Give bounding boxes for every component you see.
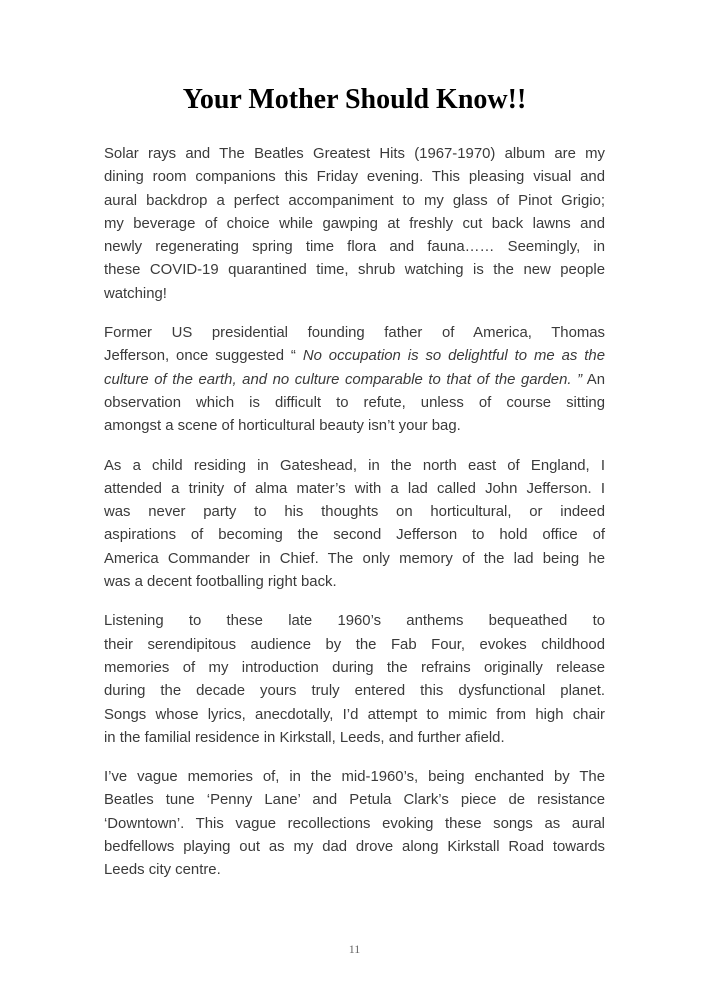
text-segment: Listening to these late 1960’s anthems bequeathed to: [104, 613, 605, 630]
text-segment: during the decade yours truly entered this dysfunctional planet.: [104, 683, 605, 700]
text-line: [104, 259, 605, 282]
text-line: [104, 859, 605, 882]
text-line: [104, 813, 605, 836]
text-segment: my beverage of choice while gawping at freshly cut back lawns and: [104, 215, 605, 232]
text-line: [104, 727, 605, 750]
text-segment: Beatles tune ‘Penny Lane’ and Petula Clark’s piece de resistance: [104, 792, 605, 809]
text-line: [104, 190, 605, 213]
paragraph: [104, 610, 605, 750]
text-segment: An: [582, 371, 605, 388]
text-segment: amongst a scene of horticultural beauty isn’t your bag.: [104, 418, 461, 435]
quote-text: culture of the earth, and no culture comparable to that of the garden. ”: [104, 371, 583, 388]
text-line: [104, 634, 605, 657]
text-segment: memories of my introduction during the refrains originally release: [104, 659, 605, 676]
text-segment: Songs whose lyrics, anecdotally, I’d attempt to mimic from high chair: [104, 706, 605, 723]
text-line: [104, 610, 605, 633]
text-segment: observation which is difficult to refute, unless of course sitting: [104, 394, 605, 411]
text-segment: was a decent footballing right back.: [104, 574, 337, 591]
paragraph: [104, 143, 605, 306]
text-segment: Leeds city centre.: [104, 862, 221, 879]
text-line: [104, 455, 605, 478]
text-segment: these COVID-19 quarantined time, shrub watching is the new people: [104, 262, 605, 279]
text-segment: aural backdrop a perfect accompaniment to my glass of Pinot Grigio;: [104, 192, 605, 209]
text-line: [104, 415, 605, 438]
text-line: [104, 392, 605, 415]
text-segment: in the familial residence in Kirkstall, Leeds, and further afield.: [104, 729, 505, 746]
quote-text: No occupation is so delightful to me as the: [302, 348, 605, 365]
text-line: [104, 524, 605, 547]
paragraph: [104, 766, 605, 882]
text-segment: America Commander in Chief. The only memory of the lad being he: [104, 550, 605, 567]
page-title: Your Mother Should Know!!: [182, 84, 527, 115]
text-line: [104, 369, 605, 392]
text-line: [104, 213, 605, 236]
text-line: [104, 704, 605, 727]
text-segment: watching!: [104, 285, 167, 302]
text-line: [104, 657, 605, 680]
text-segment: As a child residing in Gateshead, in the north east of England, I: [104, 457, 605, 474]
text-line: [104, 501, 605, 524]
text-line: [104, 322, 605, 345]
page-number: 11: [348, 942, 361, 956]
text-segment: was never party to his thoughts on horticultural, or indeed: [104, 504, 605, 521]
text-line: [104, 143, 605, 166]
text-line: [104, 836, 605, 859]
text-line: [104, 236, 605, 259]
text-line: [104, 571, 605, 594]
text-line: [104, 166, 605, 189]
text-segment: attended a trinity of alma mater’s with a lad called John Jefferson. I: [104, 480, 605, 497]
text-line: [104, 478, 605, 501]
text-segment: dining room companions this Friday evening. This pleasing visual and: [104, 169, 605, 186]
text-segment: Former US presidential founding father of America, Thomas: [104, 325, 605, 342]
text-line: [104, 680, 605, 703]
document-body: [104, 143, 605, 899]
text-line: [104, 345, 605, 368]
text-line: [104, 789, 605, 812]
text-segment: I’ve vague memories of, in the mid-1960’s, being enchanted by The: [104, 769, 605, 786]
text-line: [104, 766, 605, 789]
text-segment: Solar rays and The Beatles Greatest Hits (1967-1970) album are my: [104, 146, 605, 162]
text-segment: bedfellows playing out as my dad drove along Kirkstall Road towards: [104, 839, 605, 856]
paragraph: [104, 455, 605, 595]
text-segment: ‘Downtown’. This vague recollections evoking these songs as aural: [104, 815, 605, 832]
text-line: [104, 548, 605, 571]
text-segment: Jefferson, once suggested “: [104, 348, 303, 365]
text-segment: aspirations of becoming the second Jefferson to hold office of: [104, 527, 605, 544]
text-line: [104, 283, 605, 306]
text-segment: newly regenerating spring time flora and fauna…… Seemingly, in: [104, 239, 605, 256]
paragraph: [104, 322, 605, 438]
text-segment: their serendipitous audience by the Fab Four, evokes childhood: [104, 636, 605, 653]
